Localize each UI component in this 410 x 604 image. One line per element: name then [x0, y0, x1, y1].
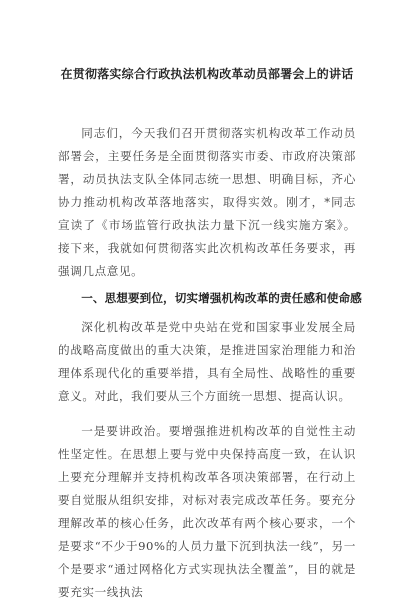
section1-paragraph-1: 深化机构改革是党中央站在党和国家事业发展全局的战略高度做出的重大决策，是推进国家治理能力和治理体系现代化的重要举措，具有全局性、战略性的重要意义。对此，我们要从三个方面统一思想、提高认识。 [58, 320, 356, 403]
document-title: 在贯彻落实综合行政执法机构改革动员部署会上的讲话 [60, 67, 354, 81]
section1-paragraph-2: 一是要讲政治。要增强推进机构改革的自觉性主动性坚定性。在思想上要与党中央保持高度一致，在认识上要充分理解并支持机构改革各项决策部署，在行动上要自觉服从组织安排，对标对表完成改革任务。要充分理解改革的核心任务，此次改革有两个核心要求，一个是要求“不少于90%的人员力量下沉到执法一线”，另一个是要求“通过网格化方式实现执法全覆盖”，目的就是要充实一线执法 [58, 424, 356, 599]
intro-paragraph: 同志们，今天我们召开贯彻落实机构改革工作动员部署会，主要任务是全面贯彻落实市委、市政府决策部署，动员执法支队全体同志统一思想、明确目标，齐心协力推动机构改革落地落实，取得实效。刚才，*同志宣读了《市场监管行政执法力量下沉一线实施方案》。接下来，我就如何贯彻落实此次机构改革任务要求，再强调几点意见。 [58, 126, 356, 278]
section-heading-1: 一、思想要到位，切实增强机构改革的责任感和使命感 [81, 291, 362, 305]
